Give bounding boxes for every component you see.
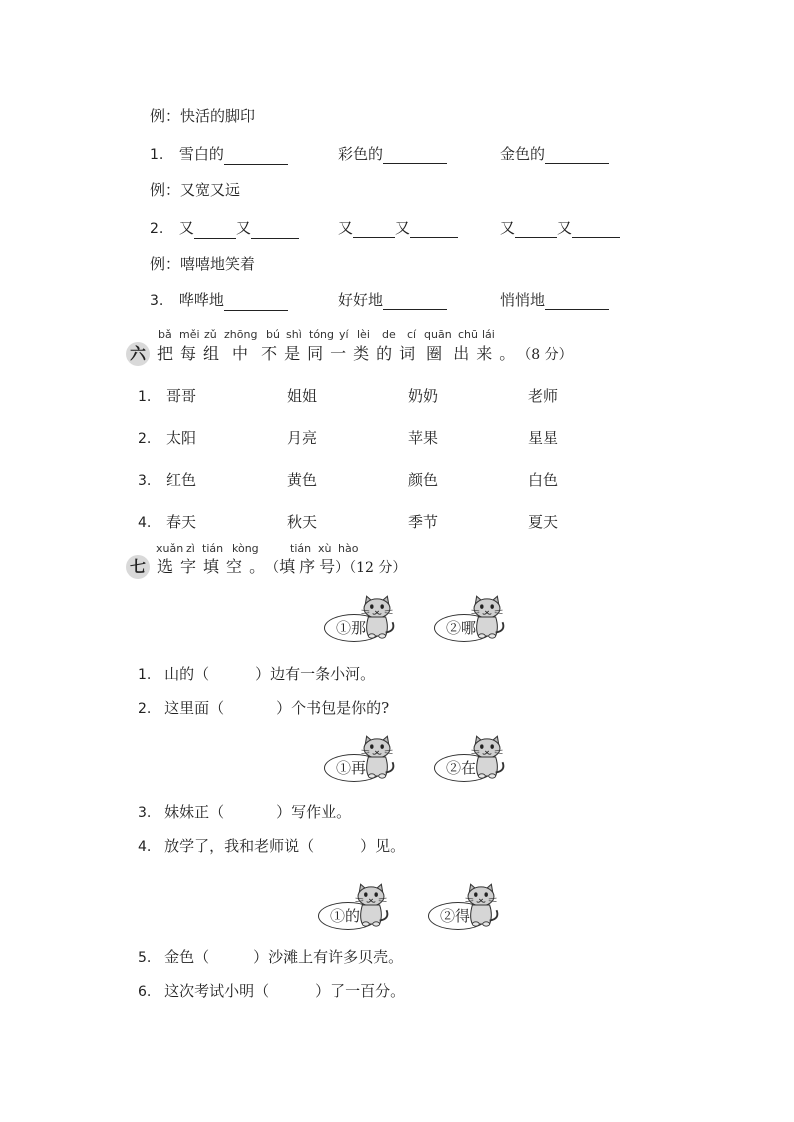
pinyin: lèi: [357, 328, 370, 341]
you-char: 又: [235, 219, 251, 237]
question-5: [138, 947, 403, 968]
question-text: ）个书包是你的?: [276, 699, 390, 717]
title-char: 把: [157, 344, 174, 363]
row-number: 2.: [138, 431, 152, 447]
word-prefix: 彩色的: [338, 145, 384, 163]
section-6-badge: 六: [126, 342, 150, 366]
pinyin: xù: [318, 542, 332, 555]
word-option[interactable]: 奶奶: [408, 387, 439, 405]
word-prefix: 哗哗地: [178, 291, 224, 309]
question-text: ）写作业。: [276, 803, 352, 821]
question-4: [138, 836, 405, 857]
row-1-item-3: [500, 144, 609, 164]
example-1: 例：快活的脚印: [150, 107, 256, 125]
pinyin: chū: [458, 328, 478, 341]
fill-blank[interactable]: [410, 221, 458, 238]
word-option[interactable]: 老师: [528, 387, 559, 405]
you-char: 又: [338, 219, 354, 237]
title-char: 词: [399, 344, 416, 363]
section-7-title: [157, 555, 406, 580]
fill-blank[interactable]: [545, 293, 609, 310]
row-2-item-3: [500, 218, 620, 238]
paren: ）: [335, 560, 350, 576]
pinyin: lái: [482, 328, 495, 341]
title-char: 一: [330, 344, 347, 363]
section-7-score: （12 分）: [349, 560, 407, 576]
question-text: ）见。: [360, 837, 406, 855]
you-char: 又: [557, 219, 573, 237]
fill-blank[interactable]: [194, 222, 236, 239]
title-char: 填: [203, 557, 220, 576]
word-option[interactable]: 姐姐: [287, 387, 318, 405]
title-char: 类: [353, 344, 370, 363]
example-2: 例：又宽又远: [150, 181, 241, 199]
word-option[interactable]: 春天: [166, 513, 197, 531]
option-label: ①的: [330, 907, 361, 925]
s6-row-2: [138, 428, 151, 449]
title-char: 。: [249, 557, 266, 576]
pinyin: bǎ: [158, 328, 172, 341]
word-option[interactable]: 苹果: [408, 429, 439, 447]
word-option[interactable]: 季节: [408, 513, 439, 531]
title-char: 每: [180, 344, 197, 363]
fill-blank[interactable]: [383, 293, 447, 310]
question-text: 这次考试小明（: [164, 982, 270, 1000]
option-cat-1[interactable]: [324, 592, 404, 648]
s6-row-4: [138, 512, 151, 533]
word-option[interactable]: 颜色: [408, 471, 439, 489]
row-3: [150, 290, 288, 311]
row-number: 3.: [150, 293, 164, 309]
example-3: 例：嘻嘻地笑着: [150, 255, 256, 273]
pinyin: zǔ: [204, 328, 217, 341]
word-option[interactable]: 太阳: [166, 429, 197, 447]
title-char: 中: [232, 344, 249, 363]
pinyin: yí: [339, 328, 349, 341]
pinyin: bú: [266, 328, 280, 341]
row-number: 4.: [138, 515, 152, 531]
title-char: 。: [499, 344, 516, 363]
question-number: 5.: [138, 950, 152, 966]
option-cat-2[interactable]: [434, 592, 514, 648]
you-char: 又: [500, 219, 516, 237]
option-cat-1[interactable]: [318, 880, 398, 936]
row-number: 1.: [150, 147, 164, 163]
section-6-title: [157, 342, 573, 367]
pinyin: tóng: [309, 328, 334, 341]
fill-blank[interactable]: [251, 222, 299, 239]
row-number: 2.: [150, 221, 164, 237]
question-number: 3.: [138, 805, 152, 821]
you-char: 又: [178, 219, 194, 237]
word-option[interactable]: 哥哥: [166, 387, 197, 405]
row-2-item-2: [338, 218, 458, 238]
pinyin: cí: [407, 328, 417, 341]
word-option[interactable]: 黄色: [287, 471, 318, 489]
question-2: [138, 698, 389, 719]
paren: （: [265, 560, 280, 576]
fill-blank[interactable]: [353, 221, 395, 238]
word-option[interactable]: 星星: [528, 429, 559, 447]
title-char: 字: [180, 557, 197, 576]
row-3-item-3: [500, 290, 609, 310]
title-char: 的: [376, 344, 393, 363]
fill-blank[interactable]: [545, 147, 609, 164]
section-6-score: （8 分）: [517, 347, 573, 363]
fill-blank[interactable]: [515, 221, 557, 238]
option-label: ②得: [440, 907, 471, 925]
s6-row-3: [138, 470, 151, 491]
option-cat-2[interactable]: [428, 880, 508, 936]
fill-blank[interactable]: [224, 294, 288, 311]
title-char: 来: [476, 344, 493, 363]
pinyin: tián: [202, 542, 224, 555]
question-number: 1.: [138, 667, 152, 683]
title-char: 填: [279, 557, 296, 576]
question-text: ）边有一条小河。: [255, 665, 376, 683]
option-label: ②哪: [446, 619, 477, 637]
row-3-item-2: [338, 290, 447, 310]
question-text: ）了一百分。: [315, 982, 406, 1000]
title-char: 序: [299, 557, 316, 576]
word-prefix: 雪白的: [178, 145, 224, 163]
pinyin: quān: [424, 328, 452, 341]
title-char: 同: [307, 344, 324, 363]
pinyin: kòng: [232, 542, 259, 555]
question-number: 4.: [138, 839, 152, 855]
question-text: 这里面（: [164, 699, 225, 717]
word-prefix: 悄悄地: [500, 291, 546, 309]
row-1: [150, 144, 288, 165]
pinyin: měi: [179, 328, 200, 341]
section-7-badge: 七: [126, 555, 150, 579]
title-char: 是: [284, 344, 301, 363]
option-cat-1[interactable]: [324, 732, 404, 788]
question-text: 妹妹正（: [164, 803, 225, 821]
row-number: 1.: [138, 389, 152, 405]
fill-blank[interactable]: [383, 147, 447, 164]
row-1-item-2: [338, 144, 447, 164]
pinyin: tián: [290, 542, 312, 555]
s6-row-1: [138, 386, 151, 407]
fill-blank[interactable]: [572, 221, 620, 238]
title-char: 号: [319, 557, 336, 576]
question-3: [138, 802, 351, 823]
question-6: [138, 981, 405, 1002]
word-option[interactable]: 秋天: [287, 513, 318, 531]
option-label: ②在: [446, 759, 477, 777]
pinyin: de: [382, 328, 396, 341]
option-label: ①再: [336, 759, 367, 777]
row-number: 3.: [138, 473, 152, 489]
pinyin: shì: [286, 328, 302, 341]
word-option[interactable]: 白色: [528, 471, 559, 489]
title-char: 圈: [426, 344, 443, 363]
title-char: 组: [203, 344, 220, 363]
you-char: 又: [395, 219, 411, 237]
pinyin: zì: [186, 542, 195, 555]
word-option[interactable]: 红色: [166, 471, 197, 489]
fill-blank[interactable]: [224, 148, 288, 165]
row-2: [150, 218, 299, 239]
pinyin: zhōng: [224, 328, 258, 341]
question-text: 山的（: [164, 665, 210, 683]
word-prefix: 金色的: [500, 145, 546, 163]
title-char: 出: [453, 344, 470, 363]
pinyin: xuǎn: [156, 542, 184, 555]
word-prefix: 好好地: [338, 291, 384, 309]
title-char: 选: [157, 557, 174, 576]
word-option[interactable]: 夏天: [528, 513, 559, 531]
word-option[interactable]: 月亮: [287, 429, 318, 447]
question-number: 2.: [138, 701, 152, 717]
title-char: 空: [226, 557, 243, 576]
question-text: ）沙滩上有许多贝壳。: [253, 948, 404, 966]
option-label: ①那: [336, 619, 367, 637]
option-cat-2[interactable]: [434, 732, 514, 788]
question-text: 放学了，我和老师说（: [164, 837, 315, 855]
title-char: 不: [261, 344, 278, 363]
question-text: 金色（: [164, 948, 210, 966]
question-number: 6.: [138, 984, 152, 1000]
pinyin: hào: [338, 542, 359, 555]
question-1: [138, 664, 375, 685]
